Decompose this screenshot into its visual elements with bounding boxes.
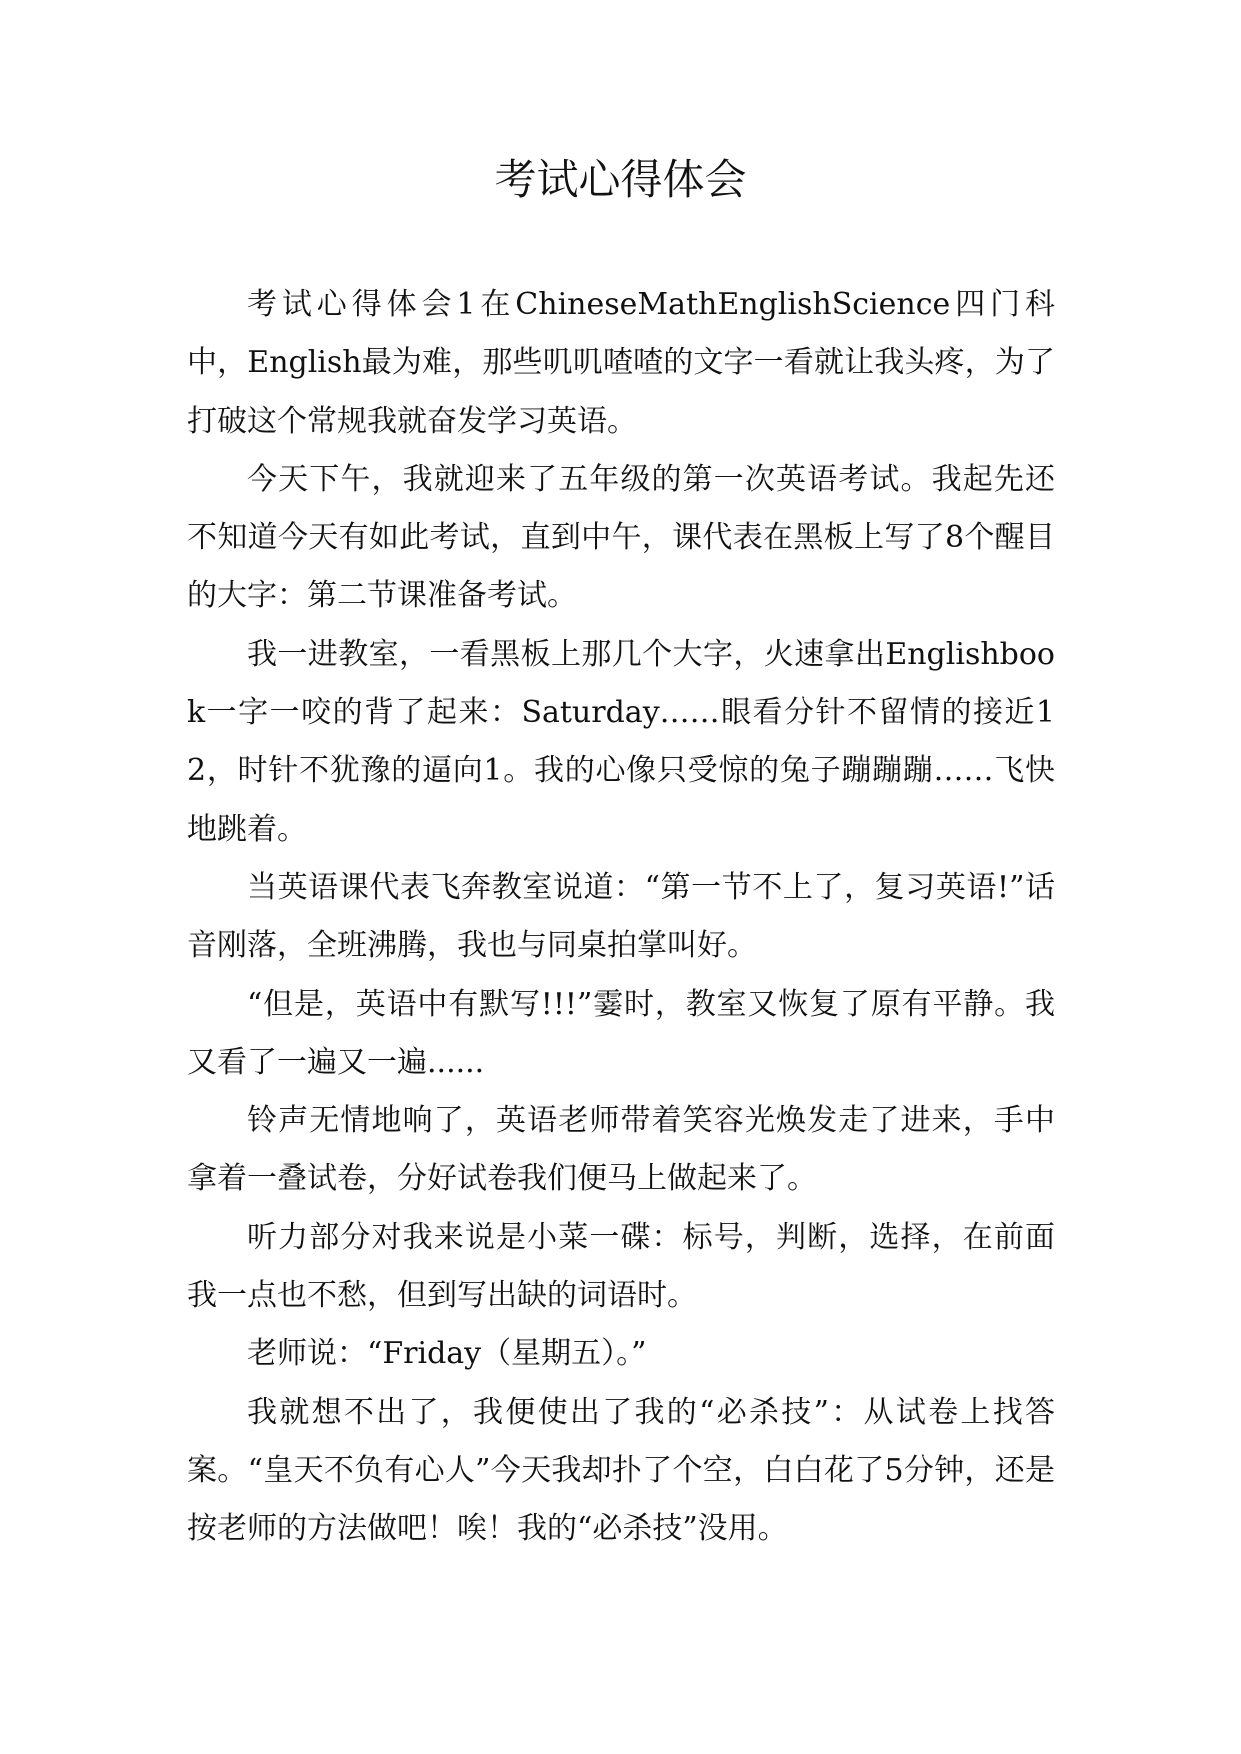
paragraph: “但是，英语中有默写!!!”霎时，教室又恢复了原有平静。我又看了一遍又一遍...... — [187, 986, 1055, 1080]
paragraph: 老师说：“Friday（星期五）。” — [247, 1336, 647, 1372]
document-body — [187, 276, 1055, 1559]
document-title: 考试心得体会 — [494, 155, 747, 204]
paragraph: 今天下午，我就迎来了五年级的第一次英语考试。我起先还不知道今天有如此考试，直到中午，课代表在黑板上写了8个醒目的大字：第二节课准备考试。 — [187, 461, 1055, 614]
paragraph: 铃声无情地响了，英语老师带着笑容光焕发走了进来，手中拿着一叠试卷，分好试卷我们便马上做起来了。 — [187, 1103, 1055, 1197]
paragraph: 当英语课代表飞奔教室说道：“第一节不上了，复习英语!”话音刚落，全班沸腾，我也与同桌拍掌叫好。 — [187, 869, 1055, 964]
paragraph: 听力部分对我来说是小菜一碟：标号，判断，选择，在前面我一点也不愁，但到写出缺的词语时。 — [187, 1219, 1055, 1314]
paragraph: 我一进教室，一看黑板上那几个大字，火速拿出Englishbook一字一咬的背了起来：Saturday……眼看分针不留情的接近12，时针不犹豫的逼向1。我的心像只受惊的兔子蹦蹦蹦……飞快地跳着。 — [187, 636, 1055, 847]
paragraph: 考试心得体会1在ChineseMathEnglishScience四门科中，English最为难，那些叽叽喳喳的文字一看就让我头疼，为了打破这个常规我就奋发学习英语。 — [187, 287, 1055, 439]
paragraph: 我就想不出了，我便使出了我的“必杀技”：从试卷上找答案。“皇天不负有心人”今天我却扑了个空，白白花了5分钟，还是按老师的方法做吧！唉！我的“必杀技”没用。 — [187, 1394, 1055, 1547]
